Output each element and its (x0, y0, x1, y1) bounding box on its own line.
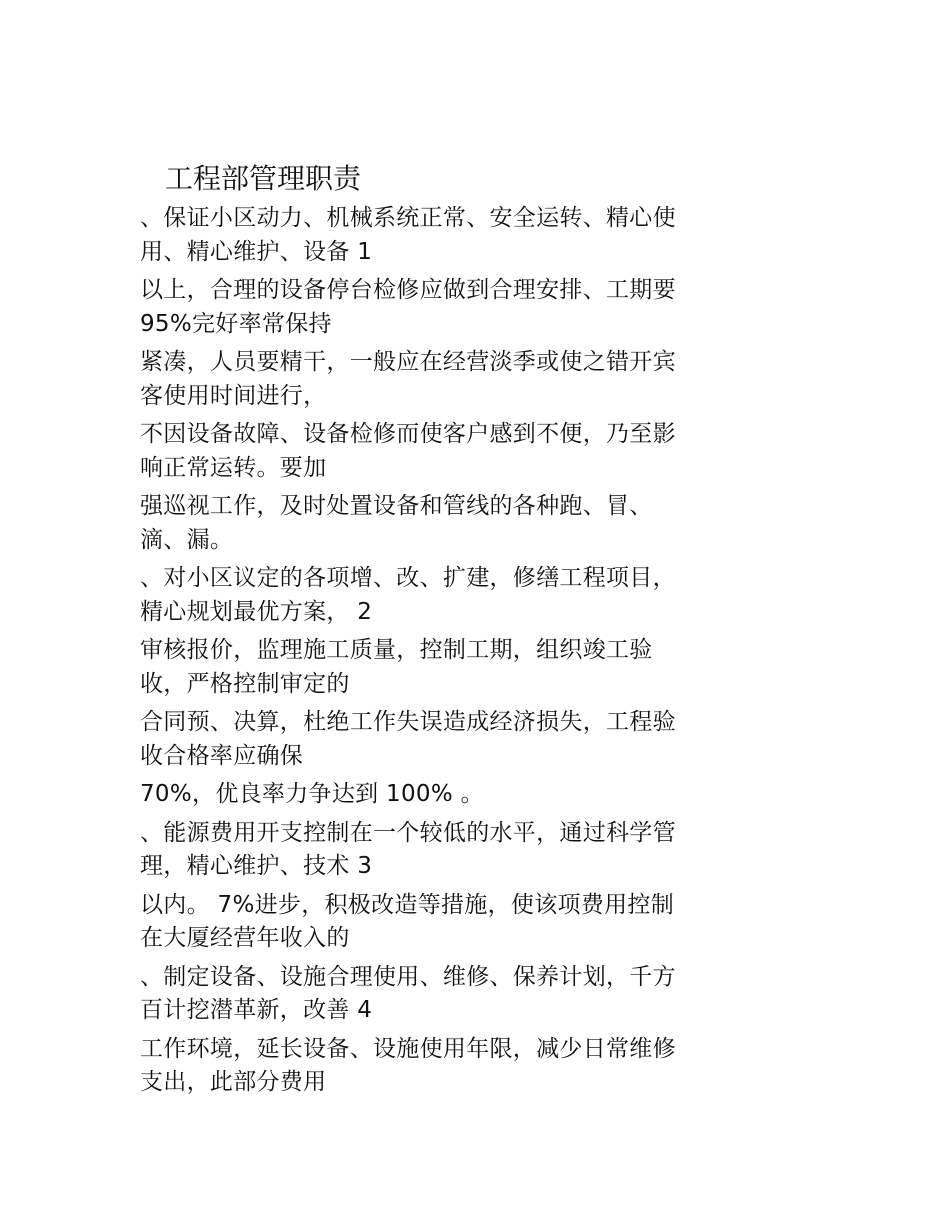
text-line: 百计挖潜革新，改善 4 (140, 997, 373, 1023)
text-line: 精心规划最优方案， 2 (140, 598, 373, 625)
text-line: 用、精心维护、设备 1 (140, 238, 373, 265)
text-line: 支出，此部分费用 (140, 1069, 327, 1095)
paragraph (140, 562, 780, 629)
paragraph (140, 202, 780, 269)
text-line: 强巡视工作，及时处置设备和管线的各种跑、冒、 (140, 493, 653, 519)
text-line: 、能源费用开支控制在一个较低的水平，通过科学管 (140, 819, 676, 846)
text-line: 审核报价，监理施工质量，控制工期，组织竣工验 (140, 637, 653, 663)
text-line: 收，严格控制审定的 (140, 670, 350, 697)
text-line: 以上，合理的设备停台检修应做到合理安排、工期要 (140, 277, 676, 303)
text-line: 不因设备故障、设备检修而使客户感到不便，乃至影 (140, 421, 676, 447)
text-line: 紧凑，人员要精干，一般应在经营淡季或使之错开宾 (140, 349, 676, 375)
text-line: 在大厦经营年收入的 (140, 925, 350, 951)
paragraph (140, 961, 780, 1028)
text-line: 、保证小区动力、机械系统正常、安全运转、精心使 (140, 205, 676, 231)
text-line: 以内。 7%进步，积极改造等措施，使该项费用控制 (140, 891, 674, 918)
text-line: 70%，优良率力争达到 100% 。 (140, 781, 484, 807)
paragraph (140, 778, 780, 812)
paragraph (140, 706, 780, 773)
paragraph (140, 1033, 780, 1100)
text-line: 响正常运转。要加 (140, 454, 327, 481)
document-body (140, 202, 780, 1105)
text-line: 95%完好率常保持 (140, 310, 332, 337)
text-line: 合同预、决算，杜绝工作失误造成经济损失，工程验 (140, 709, 676, 735)
text-line: 、对小区议定的各项增、改、扩建，修缮工程项目， (140, 565, 676, 591)
document-title: 工程部管理职责 (165, 162, 362, 195)
paragraph (140, 889, 780, 956)
paragraph (140, 418, 780, 485)
text-line: 工作环境，延长设备、设施使用年限，减少日常维修 (140, 1035, 676, 1062)
paragraph (140, 817, 780, 884)
paragraph (140, 634, 780, 701)
text-line: 客使用时间进行， (140, 382, 327, 409)
paragraph (140, 490, 780, 557)
text-line: 、制定设备、设施合理使用、维修、保养计划，千方 (140, 963, 676, 990)
text-line: 滴、漏。 (140, 526, 234, 553)
text-line: 收合格率应确保 (140, 742, 304, 769)
text-line: 理，精心维护、技术 3 (140, 853, 373, 879)
paragraph (140, 274, 780, 341)
paragraph (140, 346, 780, 413)
